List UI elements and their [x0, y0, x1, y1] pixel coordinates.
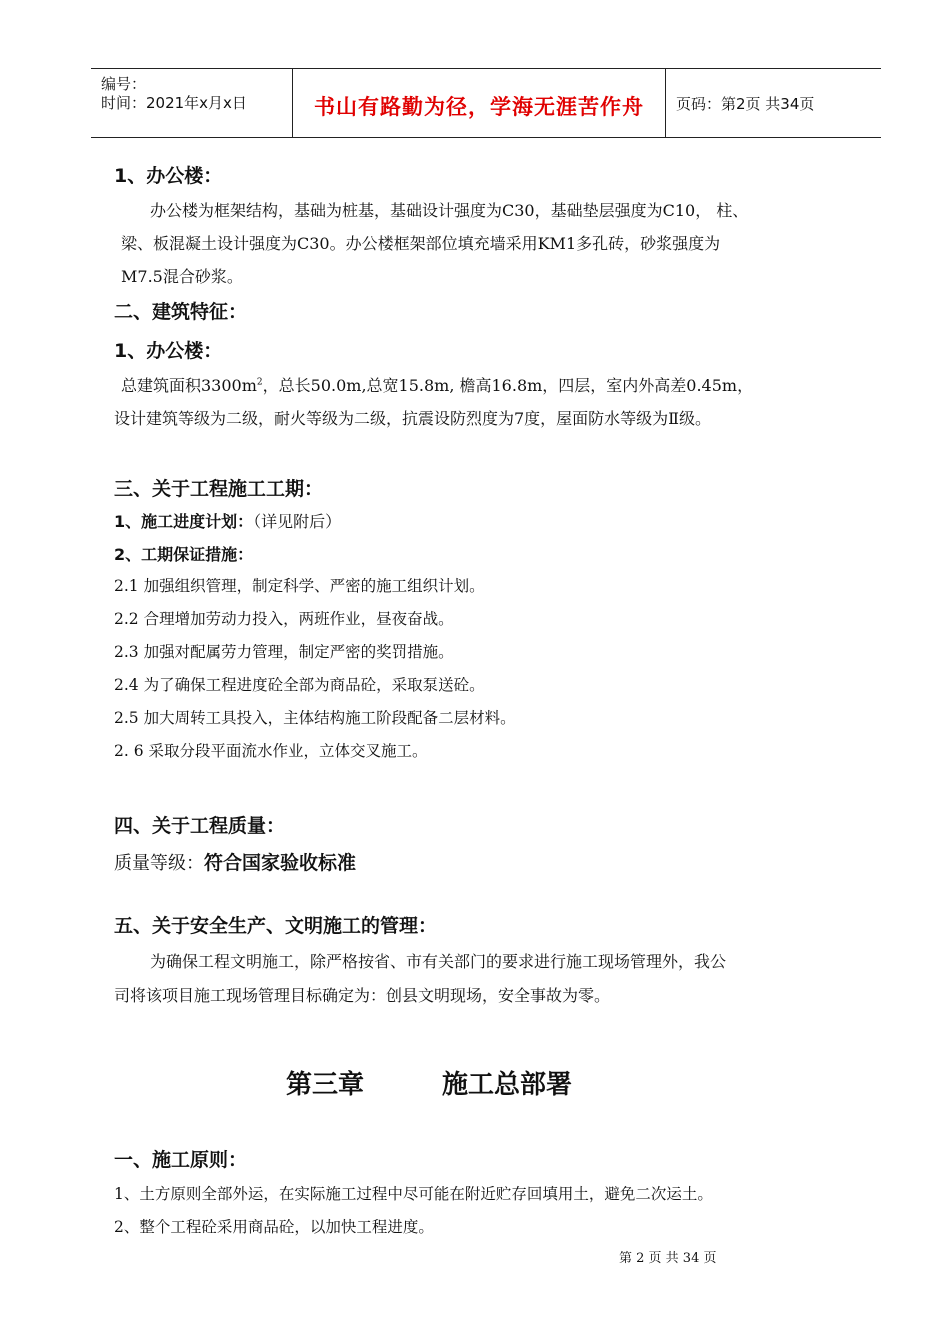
- list-item-label: 1、施工进度计划：: [114, 512, 254, 531]
- motto: 书山有路勤为径，学海无涯苦作舟: [314, 95, 644, 119]
- page-label: 页码：第2页 共34页: [676, 95, 815, 113]
- section-heading: 二、建筑特征：: [114, 301, 248, 323]
- section-heading: 一、施工原则：: [114, 1149, 248, 1171]
- paragraph-line: 为确保工程文明施工，除严格按省、市有关部门的要求进行施工现场管理外，我公: [150, 952, 727, 971]
- list-item: [114, 509, 341, 532]
- quality-line: [114, 848, 356, 875]
- chapter-title: 施工总部署: [442, 1070, 573, 1100]
- paragraph-line: 司将该项目施工现场管理目标确定为：创县文明现场，安全事故为零。: [114, 986, 611, 1005]
- list-item: 2.1 加强组织管理，制定科学、严密的施工组织计划。: [114, 577, 485, 595]
- paragraph-line: M7.5混合砂浆。: [121, 267, 243, 286]
- quality-value: 符合国家验收标准: [204, 852, 357, 874]
- list-item-note: （详见附后）: [253, 512, 342, 531]
- dimensions-text: ，总长50.0m,总宽15.8m, 檐高16.8m，四层，室内外高差0.45m，: [262, 376, 754, 395]
- paragraph-line: 2、整个工程砼采用商品砼，以加快工程进度。: [114, 1218, 434, 1236]
- header-motto-cell: [293, 69, 666, 137]
- list-item: 2.3 加强对配属劳力管理，制定严密的奖罚措施。: [114, 643, 454, 661]
- time-label: 时间：2021年x月x日: [101, 94, 247, 112]
- header-page-cell: [666, 69, 881, 137]
- paragraph-line: 设计建筑等级为二级，耐火等级为二级，抗震设防烈度为7度，屋面防水等级为Ⅱ级。: [114, 409, 712, 428]
- page-footer: 第 2 页 共 34 页: [619, 1251, 717, 1266]
- section-heading: 1、办公楼：: [114, 165, 223, 187]
- serial-label: 编号：: [101, 75, 147, 93]
- chapter-number: 第三章: [286, 1070, 365, 1100]
- section-heading: 四、关于工程质量：: [114, 815, 286, 837]
- quality-label: 质量等级：: [114, 853, 204, 874]
- list-item-label: 2、工期保证措施：: [114, 545, 254, 564]
- page-header: [91, 68, 881, 138]
- list-item: 2.4 为了确保工程进度砼全部为商品砼，采取泵送砼。: [114, 676, 485, 694]
- paragraph-line: 梁、板混凝土设计强度为C30。办公楼框架部位填充墙采用KM1多孔砖，砂浆强度为: [121, 234, 721, 253]
- section-subheading: 1、办公楼：: [114, 340, 223, 362]
- section-heading: 三、关于工程施工工期：: [114, 478, 324, 500]
- list-item: 2.5 加大周转工具投入，主体结构施工阶段配备二层材料。: [114, 709, 516, 727]
- superscript: 2: [256, 377, 263, 388]
- paragraph-line: 1、土方原则全部外运，在实际施工过程中尽可能在附近贮存回填用土，避免二次运土。: [114, 1185, 713, 1203]
- paragraph-line: [121, 373, 753, 396]
- list-item: 2. 6 采取分段平面流水作业，立体交叉施工。: [114, 742, 428, 760]
- section-heading: 五、关于安全生产、文明施工的管理：: [114, 915, 438, 937]
- paragraph-line: 办公楼为框架结构，基础为桩基，基础设计强度为C30，基础垫层强度为C10， 柱、: [150, 201, 749, 220]
- header-info-cell: [91, 69, 293, 137]
- list-item: 2.2 合理增加劳动力投入，两班作业，昼夜奋战。: [114, 610, 454, 628]
- area-text: 总建筑面积3300m: [121, 376, 257, 395]
